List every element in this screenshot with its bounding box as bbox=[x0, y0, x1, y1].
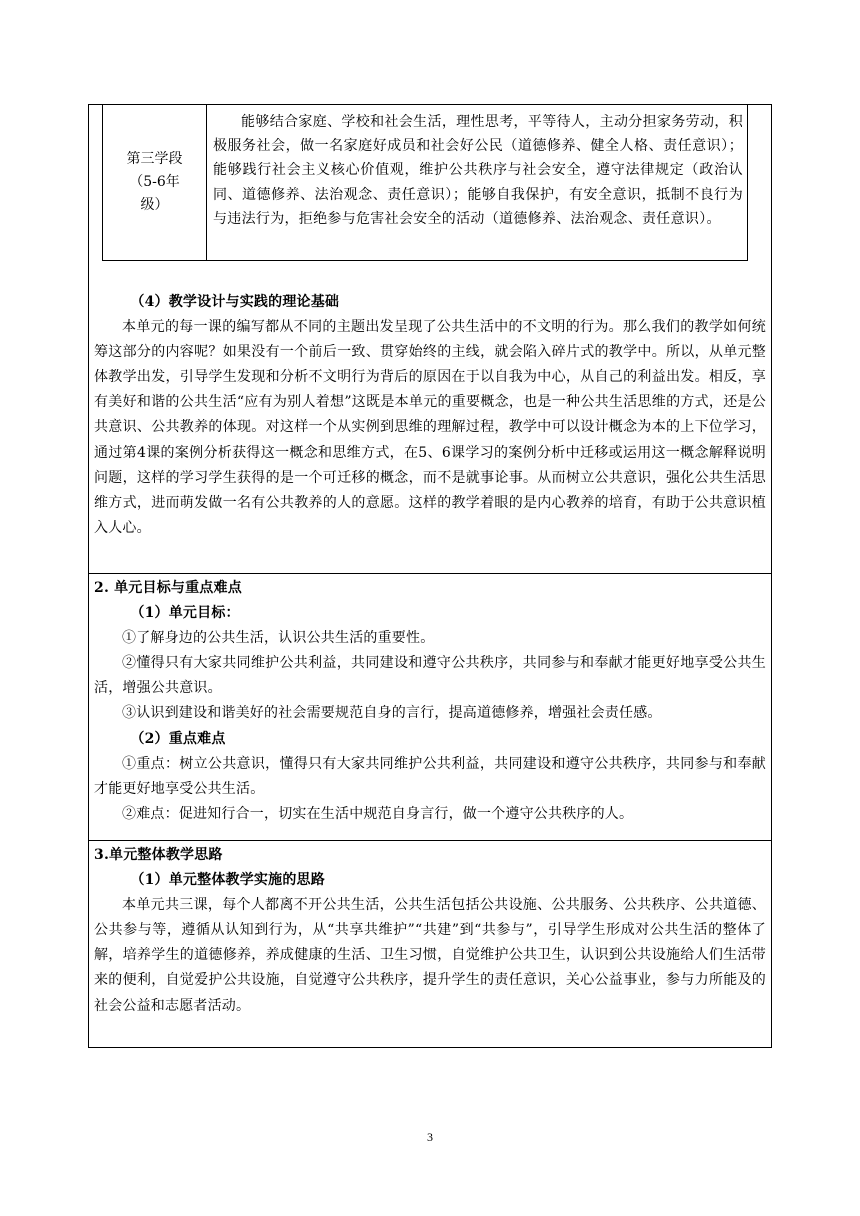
row-divider-2 bbox=[88, 840, 772, 841]
approach-heading: 3.单元整体教学思路 bbox=[94, 847, 223, 863]
goal-item-2: ②懂得只有大家共同维护公共利益，共同建设和遵守公共秩序，共同参与和奉献才能更好地享受公共生活，增强公共意识。 bbox=[94, 655, 766, 697]
difficulty-item: ②难点：促进知行合一，切实在生活中规范自身言行，做一个遵守公共秩序的人。 bbox=[122, 805, 634, 822]
stage-label-line3: 级） bbox=[140, 196, 169, 213]
page-number: 3 bbox=[427, 1130, 433, 1144]
row-divider-1 bbox=[88, 573, 772, 574]
stage-table bbox=[102, 104, 748, 261]
goals-subheading: （1）单元目标： bbox=[130, 605, 240, 622]
theory-paragraph: 本单元的每一课的编写都从不同的主题出发呈现了公共生活中的不文明的行为。那么我们的教学如何统筹这部分的内容呢？如果没有一个前后一致、贯穿始终的主线，就会陷入碎片式的教学中。所以，从单元整体教学出发，引导学生发现和分析不文明行为背后的原因在于以自我为中心，从自己的利益出发。相反，享有美好和谐的公共生活“应有为别人着想”这既是本单元的重要概念，也是一种公共生活思维的方式，还是公共意识、公共教养的体现。对这样一个从实例到思维的理解过程，教学中可以设计概念为本的上下位学习，通过第4课的案例分析获得这一概念和思维方式，在5、6课学习的案例分析中迁移或运用这一概念解释说明问题，这样的学习学生获得的是一个可迁移的概念，而不是就事论事。从而树立公共意识，强化公共生活思维方式，进而萌发做一名有公共教养的人的意愿。这样的教学着眼的是内心教养的培育，有助于公共意识植入人心。 bbox=[94, 319, 766, 536]
keypoints-subheading: （2）重点难点 bbox=[130, 730, 226, 747]
section-theory bbox=[94, 290, 766, 541]
stage-content-cell: 能够结合家庭、学校和社会生活，理性思考，平等待人，主动分担家务劳动，积极服务社会，做一名家庭好成员和社会好公民（道德修养、健全人格、责任意识）；能够践行社会主义核心价值观，维护公共秩序与社会安全，遵守法律规定（政治认同、道德修养、法治观念、责任意识）；能够自我保护，有安全意识，抵制不良行为与违法行为，拒绝参与危害社会安全的活动（道德修养、法治观念、责任意识）。 bbox=[213, 114, 743, 227]
theory-heading: （4）教学设计与实践的理论基础 bbox=[130, 294, 340, 310]
goal-item-3: ③认识到建设和谐美好的社会需要规范自身的言行，提高道德修养，增强社会责任感。 bbox=[122, 705, 662, 722]
goal-item-1: ①了解身边的公共生活，认识公共生活的重要性。 bbox=[122, 630, 435, 647]
stage-label-cell bbox=[103, 104, 206, 260]
stage-label-line2: （5-6年 bbox=[129, 173, 180, 190]
keypoint-item: ①重点：树立公共意识，懂得只有大家共同维护公共利益，共同建设和遵守公共秩序，共同参与和奉献才能更好地享受公共生活。 bbox=[94, 755, 766, 797]
section-approach bbox=[94, 843, 766, 1019]
approach-subheading: （1）单元整体教学实施的思路 bbox=[130, 872, 325, 889]
section-goals bbox=[94, 576, 766, 827]
goals-heading: 2. 单元目标与重点难点 bbox=[94, 580, 242, 596]
stage-label-line1: 第三学段 bbox=[126, 150, 183, 167]
approach-paragraph: 本单元共三课，每个人都离不开公共生活，公共生活包括公共设施、公共服务、公共秩序、公共道德、公共参与等，遵循从认知到行为，从“共享共维护”“共建”到“共参与”，引导学生形成对公共生活的整体了解，培养学生的道德修养，养成健康的生活、卫生习惯，自觉维护公共卫生，认识到公共设施给人们生活带来的便利，自觉爱护公共设施，自觉遵守公共秩序，提升学生的责任意识，关心公益事业，参与力所能及的社会公益和志愿者活动。 bbox=[94, 897, 766, 1014]
stage-table-divider bbox=[206, 104, 207, 260]
